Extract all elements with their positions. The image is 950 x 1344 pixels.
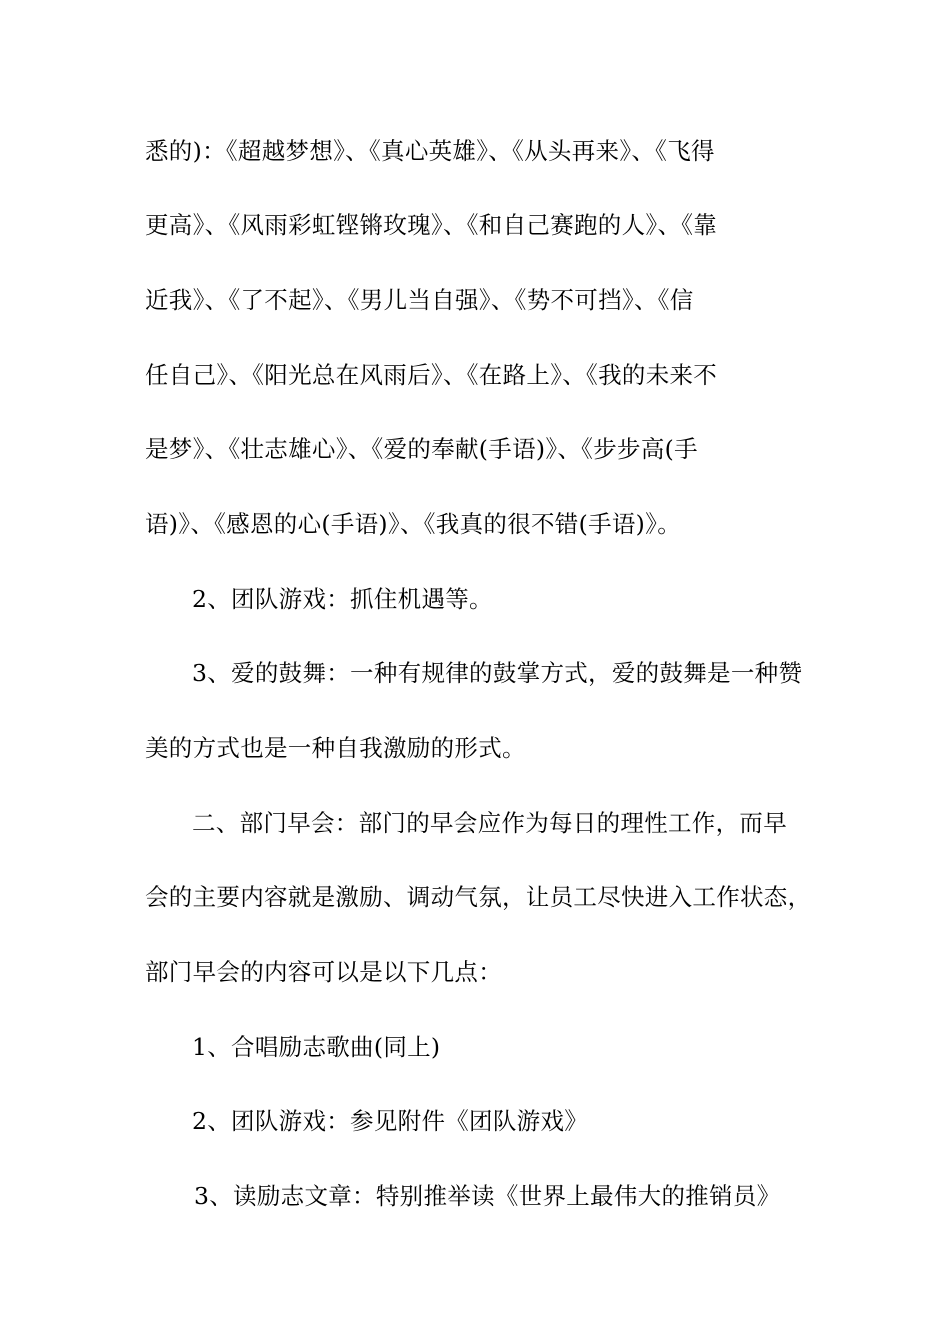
- text-line: 语)》、《感恩的心(手语)》、《我真的很不错(手语)》。: [145, 510, 681, 538]
- text-line: 任自己》、《阳光总在风雨后》、《在路上》、《我的未来不: [145, 361, 718, 389]
- text-line: 3、读励志文章：特别推举读《世界上最伟大的推销员》: [194, 1182, 781, 1210]
- text-line: 是梦》、《壮志雄心》、《爱的奉献(手语)》、《步步高(手: [145, 435, 698, 463]
- text-line: 更高》、《风雨彩虹铿锵玫瑰》、《和自己赛跑的人》、《靠: [145, 211, 718, 239]
- text-line: 2、团队游戏：抓住机遇等。: [192, 585, 493, 613]
- text-line: 美的方式也是一种自我激励的形式。: [145, 734, 526, 762]
- text-line: 1、合唱励志歌曲(同上): [192, 1033, 441, 1061]
- text-line: 3、爱的鼓舞：一种有规律的鼓掌方式，爱的鼓舞是一种赞: [192, 659, 803, 687]
- text-line: 会的主要内容就是激励、调动气氛，让员工尽快进入工作状态，: [145, 883, 812, 911]
- text-line: 二、部门早会：部门的早会应作为每日的理性工作，而早: [192, 809, 787, 837]
- text-line: 悉的)：《超越梦想》、《真心英雄》、《从头再来》、《飞得: [145, 137, 715, 165]
- text-line: 近我》、《了不起》、《男儿当自强》、《势不可挡》、《信: [145, 286, 694, 314]
- text-line: 部门早会的内容可以是以下几点：: [145, 958, 502, 986]
- text-line: 2、团队游戏：参见附件《团队游戏》: [192, 1107, 589, 1135]
